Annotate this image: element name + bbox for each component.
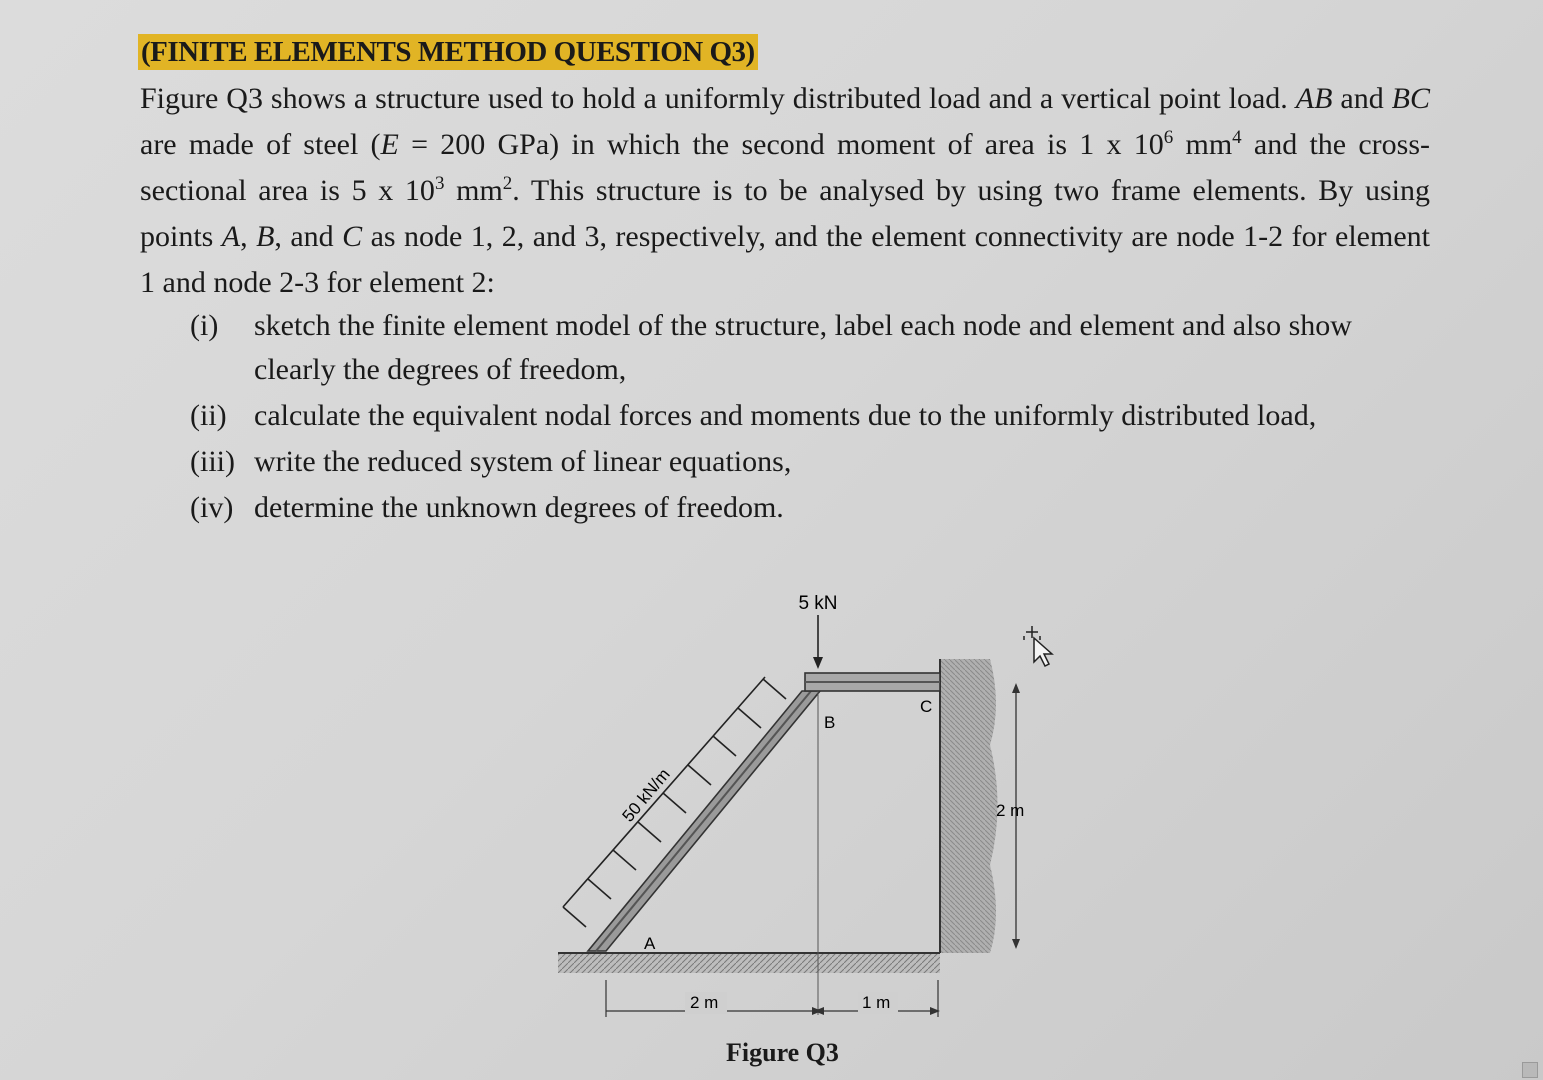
arrow-head-icon bbox=[1012, 683, 1020, 693]
intro-text: mm bbox=[1173, 128, 1233, 161]
intro-text: and bbox=[1332, 82, 1392, 115]
udl-arrow bbox=[738, 708, 761, 728]
point-a: A bbox=[221, 220, 241, 253]
intro-text: . This structure is to be analysed by using two frame elements. By using points bbox=[140, 174, 1430, 253]
vertical-dimension-label: 2 m bbox=[996, 801, 1025, 820]
intro-text: , and bbox=[274, 220, 343, 253]
exponent: 6 bbox=[1163, 127, 1174, 148]
item-text: sketch the finite element model of the structure, label each node and element and also show clearly the degrees of freedom, bbox=[254, 309, 1352, 386]
question-list bbox=[190, 304, 1410, 532]
udl-arrow bbox=[688, 765, 711, 785]
item-text: determine the unknown degrees of freedom. bbox=[254, 491, 784, 524]
point-c: C bbox=[342, 220, 363, 253]
exponent: 2 bbox=[502, 173, 513, 194]
arrow-head-icon bbox=[814, 1007, 824, 1015]
udl-arrow bbox=[713, 736, 736, 756]
udl-label: 50 kN/m bbox=[618, 764, 674, 826]
udl-arrows bbox=[563, 677, 786, 927]
udl-arrow bbox=[663, 793, 686, 813]
exponent: 4 bbox=[1232, 127, 1242, 148]
intro-text: , bbox=[240, 220, 257, 253]
intro-text: and the cross-sectional area is 5 x 10 bbox=[140, 128, 1431, 207]
item-number: (ii) bbox=[190, 399, 227, 432]
intro-text: mm bbox=[444, 174, 503, 207]
list-item bbox=[190, 486, 1410, 530]
member-bc: BC bbox=[1391, 82, 1430, 115]
list-item bbox=[190, 304, 1410, 392]
udl-arrow bbox=[563, 907, 586, 927]
list-item bbox=[190, 440, 1410, 484]
dimension-label-2m: 2 m bbox=[690, 993, 719, 1012]
mouse-cursor-icon bbox=[1018, 624, 1058, 668]
figure-caption: Figure Q3 bbox=[726, 1038, 839, 1067]
item-text: calculate the equivalent nodal forces and moments due to the uniformly distributed load, bbox=[254, 399, 1317, 432]
intro-text: = 200 GPa) in which the second moment of area is 1 x 10 bbox=[398, 128, 1164, 161]
item-number: (iii) bbox=[190, 445, 235, 478]
corner-widget bbox=[1522, 1062, 1538, 1078]
arrow-head-icon bbox=[813, 657, 823, 669]
list-item bbox=[190, 394, 1410, 438]
arrow-head-icon bbox=[1012, 939, 1020, 949]
item-text: write the reduced system of linear equations, bbox=[254, 445, 792, 478]
question-intro bbox=[140, 76, 1430, 306]
udl-arrow bbox=[613, 850, 636, 870]
udl-arrow bbox=[638, 822, 661, 842]
item-number: (i) bbox=[190, 309, 219, 342]
intro-text: as node 1, 2, and 3, respectively, and the element connectivity are node 1-2 for element 1 and node 2-3 for element 2: bbox=[140, 220, 1430, 299]
structure-diagram bbox=[550, 585, 1030, 1030]
point-b: B bbox=[256, 220, 275, 253]
label-c: C bbox=[920, 697, 933, 716]
intro-sentence-1: Figure Q3 shows a structure used to hold a uniformly distributed load and a vertical point load. bbox=[140, 82, 1288, 115]
modulus-symbol: E bbox=[380, 128, 399, 161]
dimension-label-1m: 1 m bbox=[862, 993, 891, 1012]
item-number: (iv) bbox=[190, 491, 234, 524]
label-b: B bbox=[824, 713, 836, 732]
udl-arrow bbox=[588, 879, 611, 899]
exponent: 3 bbox=[434, 173, 445, 194]
intro-text: are made of steel ( bbox=[140, 128, 381, 161]
label-a: A bbox=[644, 934, 656, 953]
udl-arrow bbox=[763, 679, 786, 699]
question-heading: (FINITE ELEMENTS METHOD QUESTION Q3) bbox=[138, 34, 758, 70]
ground-support bbox=[558, 953, 940, 973]
wall-support bbox=[940, 659, 998, 953]
point-load-label: 5 kN bbox=[798, 593, 838, 614]
member-ab: AB bbox=[1295, 82, 1333, 115]
